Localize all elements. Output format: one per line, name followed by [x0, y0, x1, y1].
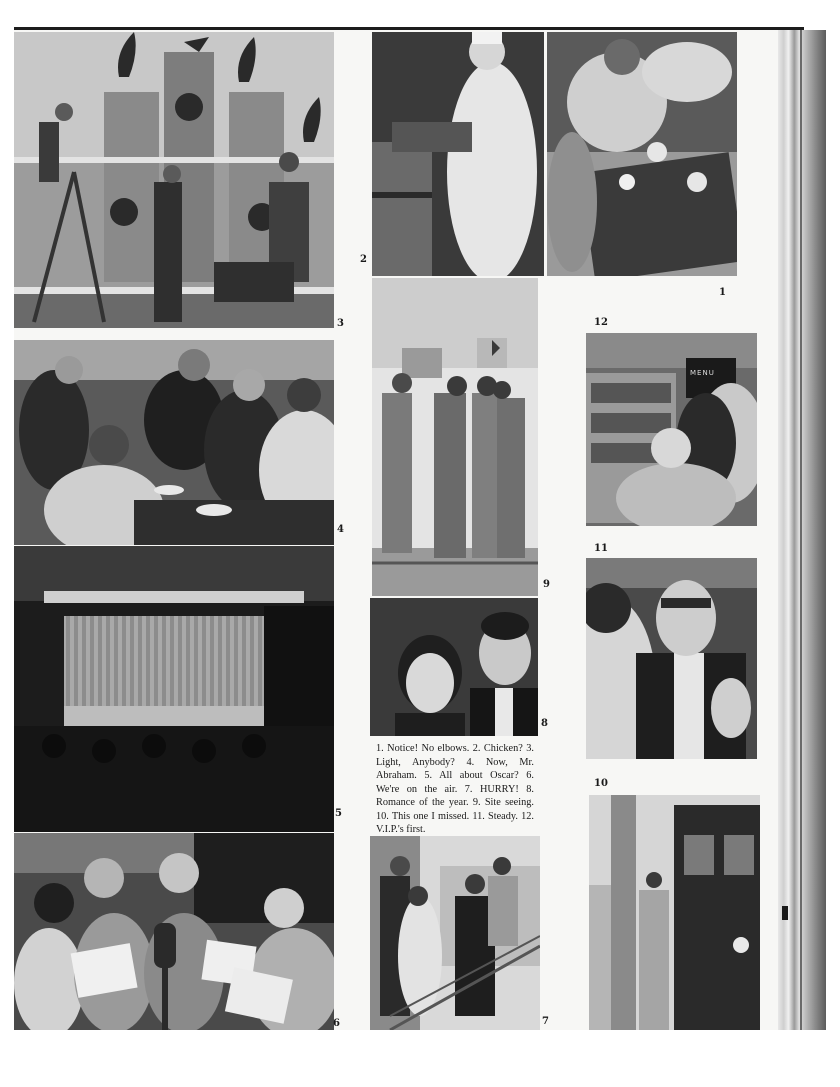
photo-1-cafeteria: [547, 32, 737, 276]
photo-3-decorating: [14, 32, 334, 328]
photo-6-on-the-air: [14, 833, 334, 1030]
photo-8-romance: [370, 598, 538, 736]
photo-number-1: 1: [719, 287, 726, 298]
photo-7-hurry: [370, 836, 540, 1030]
photo-12-vips-first: [586, 333, 757, 526]
binding-marker: [782, 906, 788, 920]
book-spine-line: [800, 30, 802, 1030]
photo-10-train: [589, 795, 760, 1030]
photo-2-kitchen: [372, 32, 544, 276]
photo-number-8: 8: [541, 718, 548, 729]
photo-number-9: 9: [543, 579, 550, 590]
book-page-edges: [778, 30, 826, 1030]
photo-number-5: 5: [335, 808, 342, 819]
photo-number-3: 3: [337, 318, 344, 329]
photo-number-11: 11: [594, 543, 608, 554]
photo-number-7: 7: [542, 1016, 549, 1027]
menu-sign-text: MENU: [690, 369, 715, 377]
photo-9-site-seeing: [372, 278, 538, 596]
photo-number-2: 2: [360, 254, 367, 265]
photo-number-10: 10: [594, 778, 608, 789]
photo-captions: 1. Notice! No elbows. 2. Chicken? 3. Light, Anybody? 4. Now, Mr. Abraham. 5. All about Oscar? 6. We're on the air. 7. HURRY! 8. Romance of the year. 9. Site seeing. 10. This one I missed. 11. Steady. 12. V.I.P.'s first.: [376, 743, 534, 835]
photo-number-12: 12: [594, 317, 608, 328]
photo-11-steady: [586, 558, 757, 759]
photo-number-4: 4: [337, 524, 344, 535]
photo-5-auditorium-stage: [14, 546, 334, 832]
photo-number-6: 6: [333, 1018, 340, 1029]
photo-4-dinner-table: [14, 340, 334, 545]
